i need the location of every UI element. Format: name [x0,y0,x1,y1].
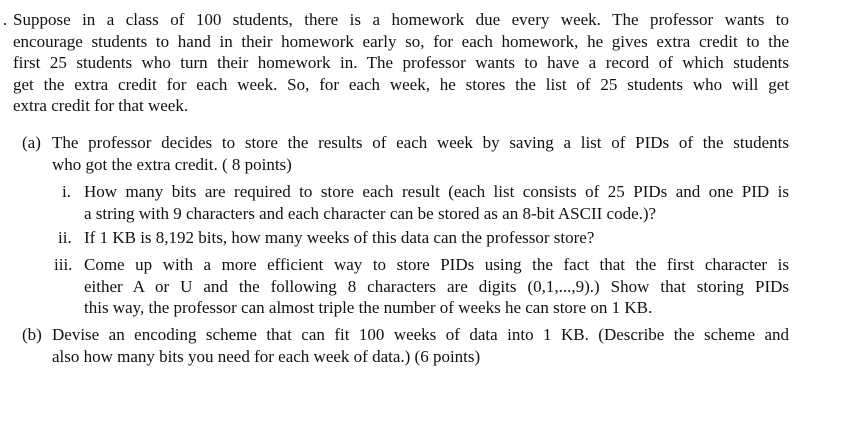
part-a-label: (a) [22,133,41,152]
text-line: If 1 KB is 8,192 bits, how many weeks of this data can the professor store? [84,228,595,247]
text-line: a string with 9 characters and each character can be stored as an 8-bit ASCII code.)? [84,203,657,223]
subpart-iii-label: iii. [54,255,73,274]
subpart-i-label: i. [62,182,71,201]
text-line: encourage students to hand in their homework early so, for each homework, he gives extra credit to the [13,31,789,51]
text-line: also how many bits you need for each week of data.) (6 points) [52,346,481,366]
text-line: Suppose in a class of 100 students, there is a homework due every week. The professor wants to [13,10,789,29]
part-b-label: (b) [22,325,42,344]
text-line: Devise an encoding scheme that can fit 100 weeks of data into 1 KB. (Describe the scheme and [52,325,789,344]
text-line: who got the extra credit. ( 8 points) [52,154,292,174]
problem-marker: . [3,10,8,29]
subpart-ii-label: ii. [58,228,72,247]
text-line: first 25 students who turn their homework in. The professor wants to have a record of which students [13,53,789,72]
text-line: How many bits are required to store each result (each list consists of 25 PIDs and one PID is [84,182,789,201]
text-line: extra credit for that week. [13,96,189,115]
text-line: Come up with a more efficient way to store PIDs using the fact that the first character is [84,255,789,274]
text-line: this way, the professor can almost triple the number of weeks he can store on 1 KB. [84,298,653,317]
text-line: either A or U and the following 8 characters are digits (0,1,...,9).) Show that storing PIDs [84,276,789,296]
text-line: get the extra credit for each week. So, for each week, he stores the list of 25 students who will get [13,74,789,94]
text-line: The professor decides to store the results of each week by saving a list of PIDs of the students [52,133,789,152]
